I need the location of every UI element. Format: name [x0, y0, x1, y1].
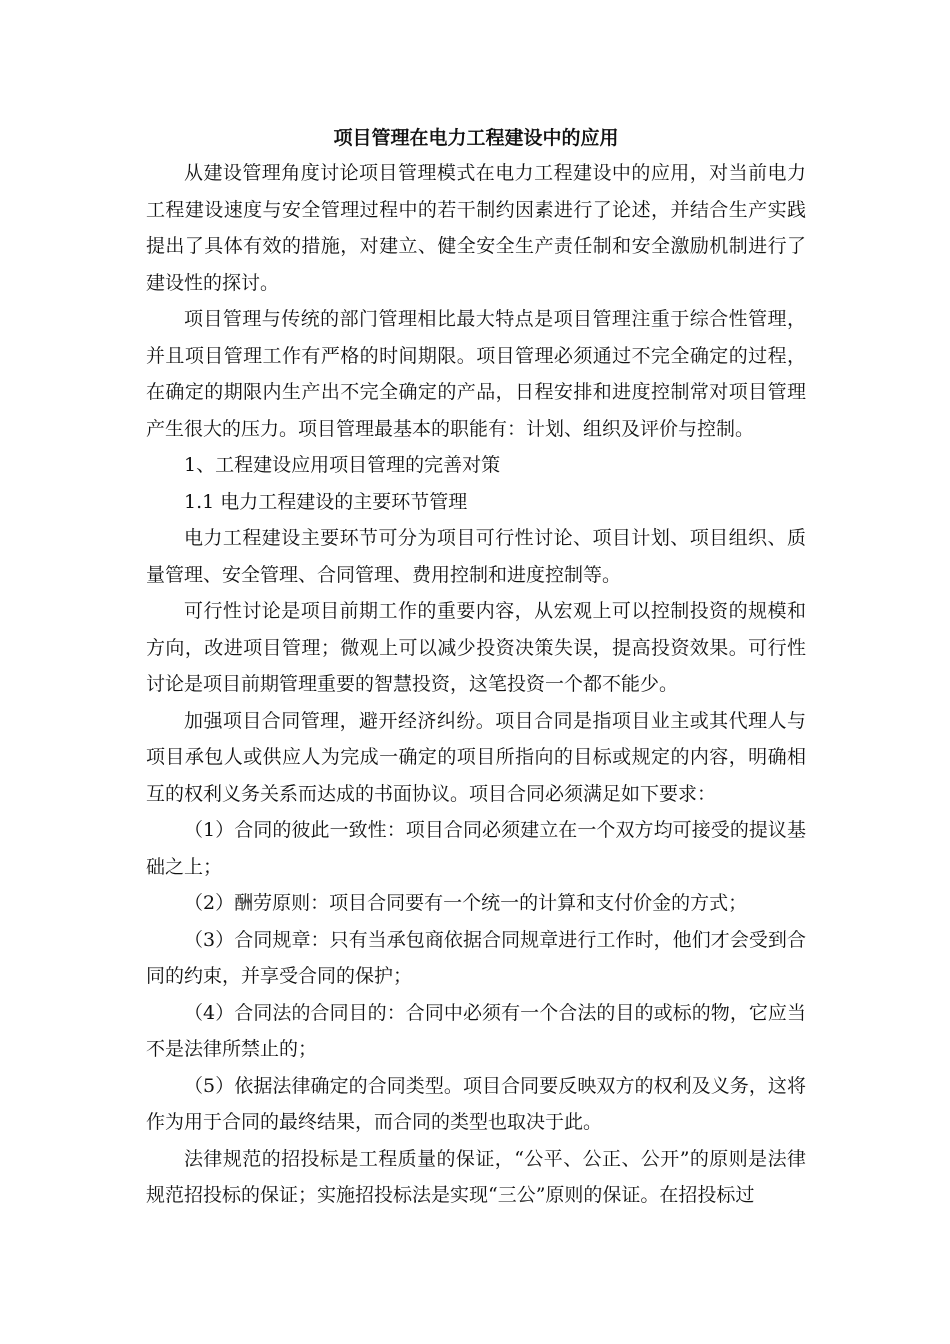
paragraph-bidding: 法律规范的招投标是工程质量的保证，“公平、公正、公开”的原则是法律规范招投标的保证；实施招投标法是实现“三公”原则的保证。在招投标过 [146, 1147, 806, 1206]
document-title: 项目管理在电力工程建设中的应用 [333, 127, 619, 149]
contract-requirement-1: （1）合同的彼此一致性：项目合同必须建立在一个双方均可接受的提议基础之上； [146, 819, 806, 878]
contract-requirement-3: （3）合同规章：只有当承包商依据合同规章进行工作时，他们才会受到合同的约束，并享受合同的保护； [146, 928, 806, 987]
document-body [146, 126, 806, 1214]
contract-requirement-5: （5）依据法律确定的合同类型。项目合同要反映双方的权利及义务，这将作为用于合同的最终结果，而合同的类型也取决于此。 [146, 1074, 806, 1133]
paragraph-key-links: 电力工程建设主要环节可分为项目可行性讨论、项目计划、项目组织、质量管理、安全管理、合同管理、费用控制和进度控制等。 [146, 527, 806, 586]
contract-requirement-4: （4）合同法的合同目的：合同中必须有一个合法的目的或标的物，它应当不是法律所禁止的； [146, 1001, 806, 1060]
paragraph-contract-management: 加强项目合同管理，避开经济纠纷。项目合同是指项目业主或其代理人与项目承包人或供应人为完成一确定的项目所指向的目标或规定的内容，明确相互的权利义务关系而达成的书面协议。项目合同必须满足如下要求： [146, 709, 806, 805]
paragraph-feasibility: 可行性讨论是项目前期工作的重要内容，从宏观上可以控制投资的规模和方向，改进项目管理；微观上可以减少投资决策失误，提高投资效果。可行性讨论是项目前期管理重要的智慧投资，这笔投资一个都不能少。 [146, 600, 806, 695]
section-heading-1: 1、工程建设应用项目管理的完善对策 [184, 454, 501, 476]
paragraph-intro: 从建设管理角度讨论项目管理模式在电力工程建设中的应用，对当前电力工程建设速度与安全管理过程中的若干制约因素进行了论述，并结合生产实践提出了具体有效的措施，对建立、健全安全生产责任制和安全激励机制进行了建设性的探讨。 [146, 162, 806, 294]
section-heading-1-1: 1.1 电力工程建设的主要环节管理 [184, 490, 468, 513]
contract-requirement-2: （2）酬劳原则：项目合同要有一个统一的计算和支付价金的方式； [184, 892, 748, 914]
paragraph-project-management: 项目管理与传统的部门管理相比最大特点是项目管理注重于综合性管理，并且项目管理工作有严格的时间期限。项目管理必须通过不完全确定的过程，在确定的期限内生产出不完全确定的产品，日程安排和进度控制常对项目管理产生很大的压力。项目管理最基本的职能有：计划、组织及评价与控制。 [146, 308, 806, 440]
